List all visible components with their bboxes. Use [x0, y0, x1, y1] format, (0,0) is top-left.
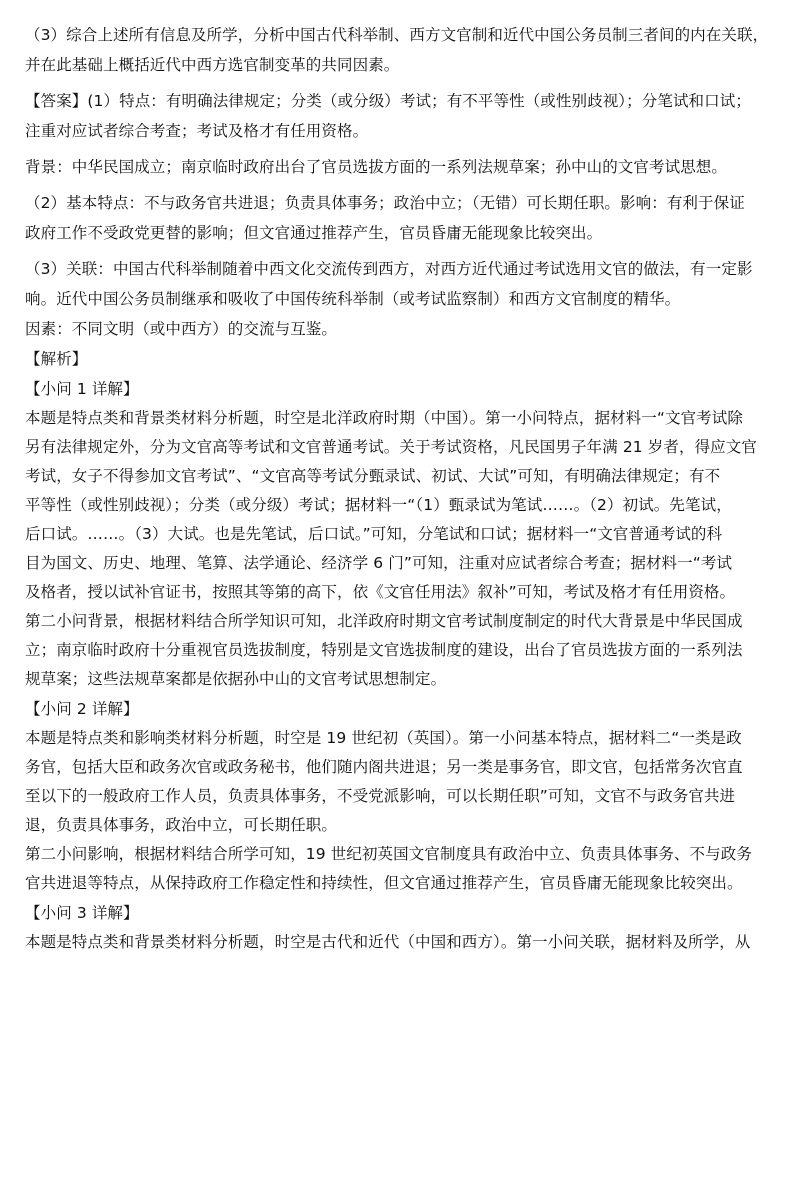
subquestion-1-line-4: 平等性（或性别歧视）；分类（或分级）考试；据材料一“（1）甄录试为笔试……。（2）初试。先笔试，	[25, 496, 732, 514]
answer-3-line-2: 响。近代中国公务员制继承和吸收了中国传统科举制（或考试监察制）和西方文官制度的精华。	[25, 290, 681, 308]
answer-3-line-1: （3）关联：中国古代科举制随着中西文化交流传到西方，对西方近代通过考试选用文官的做法，有一定影	[25, 260, 753, 278]
answer-line-1: 【答案】(1）特点：有明确法律规定；分类（或分级）考试；有不平等性（或性别歧视）；分笔试和口试；	[25, 92, 751, 110]
question-3-line-2: 并在此基础上概括近代中西方选官制变革的共同因素。	[25, 56, 400, 74]
subquestion-1-line-10: 规草案；这些法规草案都是依据孙中山的文官考试思想制定。	[25, 670, 447, 688]
subquestion-1-heading: 【小问 1 详解】	[25, 380, 139, 398]
subquestion-1-line-6: 目为国文、历史、地理、笔算、法学通论、经济学 6 门”可知，注重对应试者综合考查；据材料一“考试	[25, 554, 733, 572]
subquestion-2-line-1: 本题是特点类和影响类材料分析题，时空是 19 世纪初（英国）。第一小问基本特点，据材料二“一类是政	[25, 729, 742, 747]
question-3-line-1: （3）综合上述所有信息及所学，分析中国古代科举制、西方文官制和近代中国公务员制三者间的内在关联，	[25, 26, 769, 44]
subquestion-1-line-8: 第二小问背景，根据材料结合所学知识可知，北洋政府时期文官考试制度制定的时代大背景是中华民国成	[25, 612, 743, 630]
answer-line-2: 注重对应试者综合考查；考试及格才有任用资格。	[25, 122, 369, 140]
subquestion-1-line-7: 及格者，授以试补官证书，按照其等第的高下，依《文官任用法》叙补”可知，考试及格才有任用资格。	[25, 583, 736, 601]
subquestion-3-line-1: 本题是特点类和背景类材料分析题，时空是古代和近代（中国和西方）。第一小问关联，据材料及所学，从	[25, 933, 751, 951]
analysis-heading: 【解析】	[25, 350, 88, 368]
subquestion-2-line-6: 官共进退等特点，从保持政府工作稳定性和持续性，但文官通过推荐产生，官员昏庸无能现象比较突出。	[25, 874, 743, 892]
subquestion-1-line-1: 本题是特点类和背景类材料分析题，时空是北洋政府时期（中国）。第一小问特点，据材料一“文官考试除	[25, 409, 743, 427]
answer-background-line: 背景：中华民国成立；南京临时政府出台了官员选拔方面的一系列法规草案；孙中山的文官考试思想。	[25, 158, 728, 176]
subquestion-2-line-2: 务官，包括大臣和政务次官或政务秘书，他们随内阁共进退；另一类是事务官，即文官，包括常务次官直	[25, 758, 743, 776]
subquestion-3-heading: 【小问 3 详解】	[25, 904, 139, 922]
subquestion-2-heading: 【小问 2 详解】	[25, 700, 139, 718]
answer-2-line-1: （2）基本特点：不与政务官共进退；负责具体事务；政治中立；（无错）可长期任职。影响：有利于保证	[25, 194, 745, 212]
answer-2-line-2: 政府工作不受政党更替的影响；但文官通过推荐产生，官员昏庸无能现象比较突出。	[25, 224, 603, 242]
answer-factor-line: 因素：不同文明（或中西方）的交流与互鉴。	[25, 320, 338, 338]
subquestion-1-line-9: 立；南京临时政府十分重视官员选拔制度，特别是文官选拔制度的建设，出台了官员选拔方面的一系列法	[25, 641, 743, 659]
subquestion-2-line-4: 退，负责具体事务，政治中立，可长期任职。	[25, 816, 338, 834]
subquestion-1-line-3: 考试，女子不得参加文官考试”、“文官高等考试分甄录试、初试、大试”可知，有明确法律规定；有不	[25, 467, 721, 485]
subquestion-1-line-5: 后口试。……。（3）大试。也是先笔试，后口试。”可知，分笔试和口试；据材料一“文官普通考试的科	[25, 525, 723, 543]
subquestion-2-line-3: 至以下的一般政府工作人员，负责具体事务，不受党派影响，可以长期任职”可知，文官不与政务官共进	[25, 787, 736, 805]
subquestion-2-line-5: 第二小问影响，根据材料结合所学可知，19 世纪初英国文官制度具有政治中立、负责具体事务、不与政务	[25, 845, 752, 863]
subquestion-1-line-2: 另有法律规定外，分为文官高等考试和文官普通考试。关于考试资格，凡民国男子年满 21 岁者，得应文官	[25, 438, 757, 456]
